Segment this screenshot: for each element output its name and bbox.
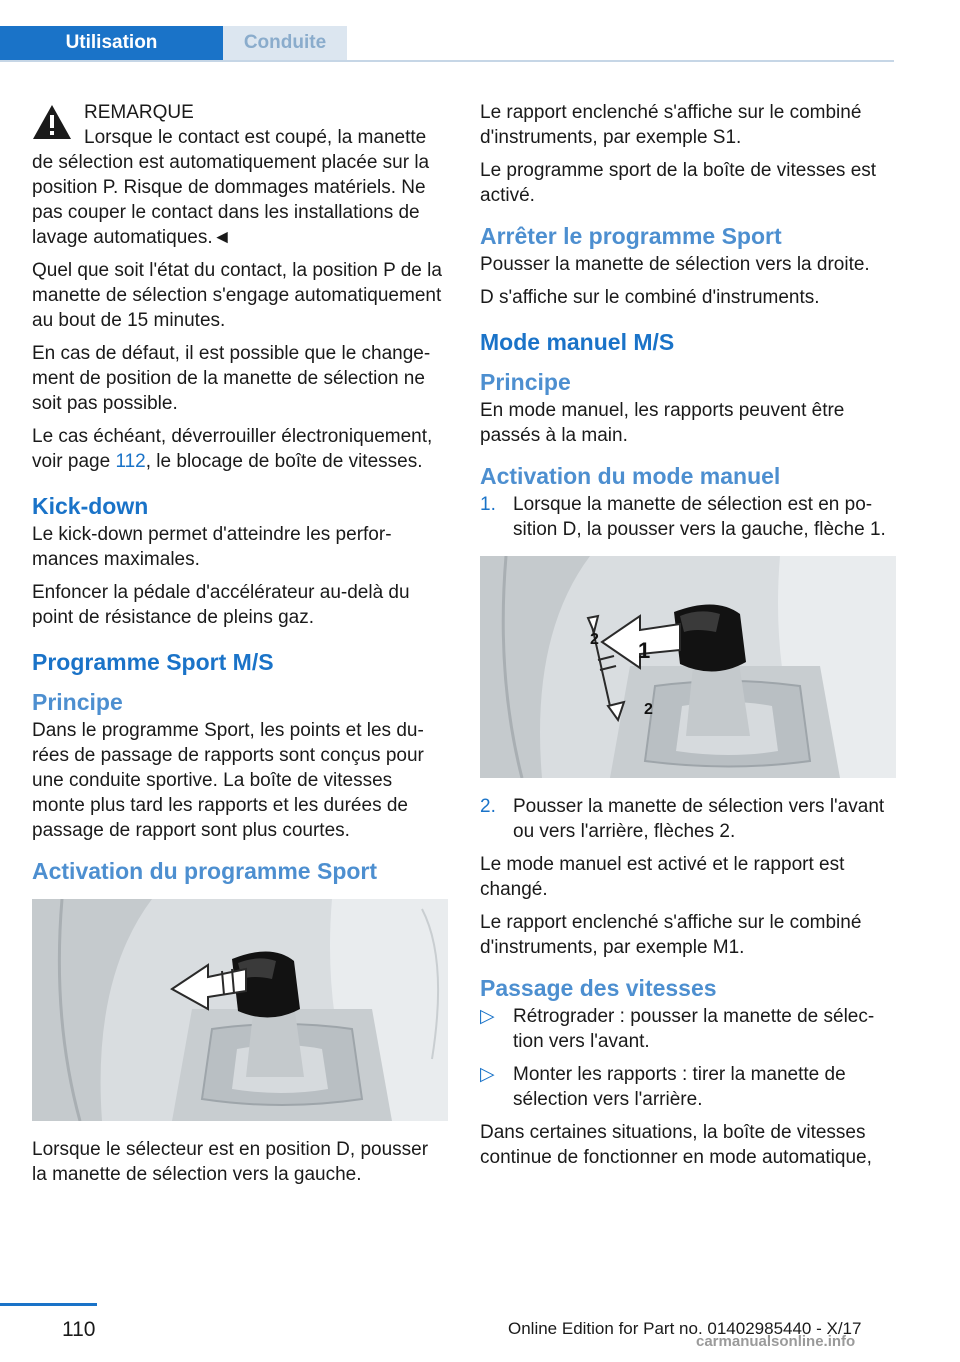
tab-utilisation[interactable]: Utilisation [0,26,223,60]
right-column [480,100,896,1178]
paragraph-deverrouiller [32,424,448,474]
paragraph-principe-manuel: En mode manuel, les rapports peuvent être passés à la main. [480,400,845,446]
gear-selector-arrows-illustration [480,556,896,778]
warning-triangle-icon [32,104,72,140]
heading-activation-sport: Activation du programme Sport [32,858,378,884]
heading-passage-vitesses: Passage des vitesses [480,975,717,1001]
edition-text: Online Edition for Part no. 01402985440 - X/17 [508,1319,862,1338]
text: , le blocage de boîte de vitesses. [145,451,423,472]
warning-text-line1: Lorsque le contact est coupé, la manette [84,127,427,148]
list-item-step-1 [480,492,896,542]
paragraph-arreter-1: Pousser la manette de sélection vers la droite. [480,254,870,275]
heading-principe: Principe [32,689,123,715]
paragraph-position-p: Quel que soit l'état du contact, la position P de la manette de sélection s'engage automatiquement au bout de 15 minutes. [32,260,442,331]
bullet-triangle-icon: ▷ [480,1064,495,1085]
list-marker: 1. [480,494,496,515]
tab-conduite[interactable]: Conduite [223,26,347,60]
warning-title: REMARQUE [84,102,194,123]
warning-text-rest: de sélection est automatiquement placée sur la position P. Risque de dommages matériels. Ne pas couper le contact dans les installations de lavage automatiques.◄ [32,152,430,248]
arrow-label-2-bottom: 2 [644,701,653,718]
figure-gear-selector-right [480,556,896,778]
paragraph-defaut: En cas de défaut, il est possible que le changement de position de la manette de sélection ne soit pas possible. [32,343,431,414]
header-rule [0,60,894,62]
list-item-monter [480,1062,896,1112]
paragraph-activation-sport: Lorsque le sélecteur est en position D, pousser la manette de sélection vers la gauche. [32,1139,429,1185]
header-tabs [0,26,894,62]
heading-activation-manuel: Activation du mode manuel [480,463,781,489]
heading-programme-sport: Programme Sport M/S [32,649,274,675]
watermark: carmanualsonline.info [696,1333,856,1350]
gear-selector-illustration [32,899,448,1121]
list-text: Rétrograder : pousser la manette de sélection vers l'avant. [513,1006,875,1052]
list-marker: 2. [480,796,496,817]
bullet-triangle-icon: ▷ [480,1006,495,1027]
paragraph-arreter-2: D s'affiche sur le combiné d'instruments. [480,287,820,308]
warning-note [32,100,448,250]
warning-text [32,125,448,250]
list-item-retrograder [480,1004,896,1054]
left-column [32,100,448,1195]
list-text: Lorsque la manette de sélection est en position D, la pousser vers la gauche, flèche 1. [513,494,886,540]
arrow-label-2-top: 2 [590,631,599,648]
page-link[interactable]: 112 [115,451,146,472]
paragraph-mode-automatique: Dans certaines situations, la boîte de vitesses continue de fonctionner en mode automatique, [480,1122,872,1168]
paragraph-sport-active: Le programme sport de la boîte de vitesses est activé. [480,160,877,206]
paragraph-kickdown-2: Enfoncer la pédale d'accélérateur au-delà du point de résistance de pleins gaz. [32,582,410,628]
footer-rule [0,1303,97,1306]
list-text: Pousser la manette de sélection vers l'avant ou vers l'arrière, flèches 2. [513,796,885,842]
heading-mode-manuel: Mode manuel M/S [480,329,675,355]
arrow-label-1: 1 [638,638,651,663]
paragraph-mode-manuel-active: Le mode manuel est activé et le rapport est changé. [480,854,845,900]
page-number: 110 [62,1318,96,1341]
paragraph-kickdown-1: Le kick-down permet d'atteindre les performances maximales. [32,524,392,570]
paragraph-rapport-s1: Le rapport enclenché s'affiche sur le combiné d'instruments, par exemple S1. [480,102,862,148]
paragraph-principe: Dans le programme Sport, les points et les durées de passage de rapports sont conçus pour une conduite sportive. La boîte de vitesses monte plus tard les rapports et les durées de passage de rapport sont plus courtes. [32,720,424,841]
paragraph-rapport-m1: Le rapport enclenché s'affiche sur le combiné d'instruments, par exemple M1. [480,912,862,958]
list-text: Monter les rapports : tirer la manette de sélection vers l'arrière. [513,1064,846,1110]
heading-kick-down: Kick-down [32,493,149,519]
list-item-step-2 [480,794,896,844]
text: Le cas échéant, déverrouiller électroniquement, voir page [32,426,433,472]
figure-gear-selector-left [32,899,448,1121]
heading-arreter-sport: Arrêter le programme Sport [480,223,782,249]
heading-principe-manuel: Principe [480,369,571,395]
